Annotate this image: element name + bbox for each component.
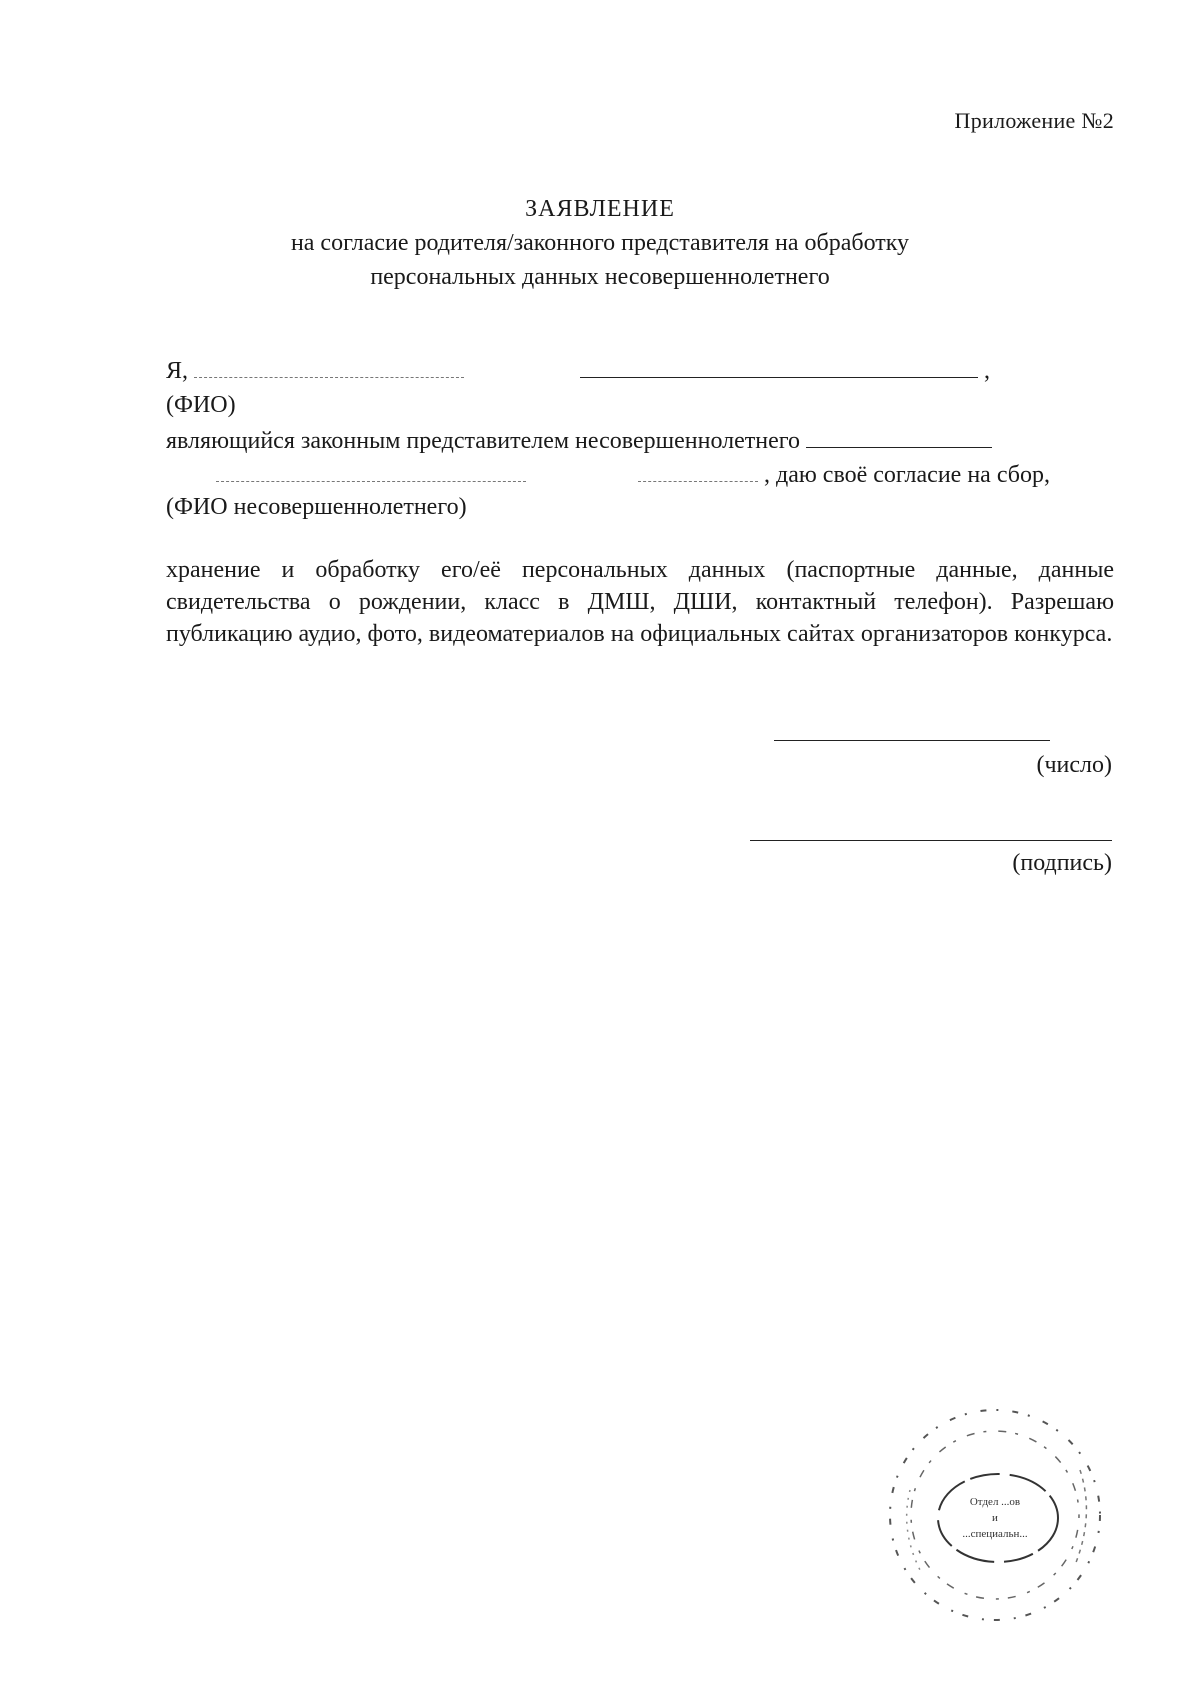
minor-name-field-part1[interactable] <box>806 447 992 448</box>
fio-caption: (ФИО) <box>166 392 236 418</box>
stamp-text-line2: и <box>992 1512 998 1524</box>
fio-minor-caption: (ФИО несовершеннолетнего) <box>166 494 467 520</box>
signature-field[interactable] <box>750 840 1112 841</box>
representative-row <box>166 428 992 455</box>
minor-name-row <box>166 462 1050 489</box>
parent-name-field-part1[interactable] <box>194 377 464 378</box>
minor-name-field-part3[interactable] <box>638 481 758 482</box>
comma: , <box>984 358 991 384</box>
stamp-text-line1: Отдел ...ов <box>969 1496 1021 1508</box>
date-caption: (число) <box>1036 752 1112 778</box>
appendix-number: Приложение №2 <box>954 108 1114 133</box>
document-heading: ЗАЯВЛЕНИЕ <box>525 196 675 222</box>
consent-text: , даю своё согласие на сбор, <box>764 462 1050 488</box>
pronoun-ya: Я, <box>166 358 189 384</box>
document-subtitle-line2: персональных данных несовершеннолетнего <box>370 264 830 290</box>
document-title-block <box>0 192 1200 294</box>
minor-name-field-part2[interactable] <box>216 481 526 482</box>
parent-name-row <box>166 358 990 385</box>
consent-paragraph: хранение и обработку его/её персональных данных (паспортные данные, данные свидетельства о рождении, класс в ДМШ, ДШИ, контактный телефон). Разрешаю публикацию аудио, фото, видеоматериалов на официальных сайтах организаторов конкурса. <box>166 557 1114 647</box>
document-subtitle-line1: на согласие родителя/законного представителя на обработку <box>290 230 910 256</box>
parent-name-field-part2[interactable] <box>580 377 978 378</box>
representative-text: являющийся законным представителем несовершеннолетнего <box>166 428 800 454</box>
signature-caption: (подпись) <box>1012 850 1112 876</box>
date-field[interactable] <box>774 740 1050 741</box>
stamp-text-line3: ...специальн... <box>962 1528 1028 1540</box>
